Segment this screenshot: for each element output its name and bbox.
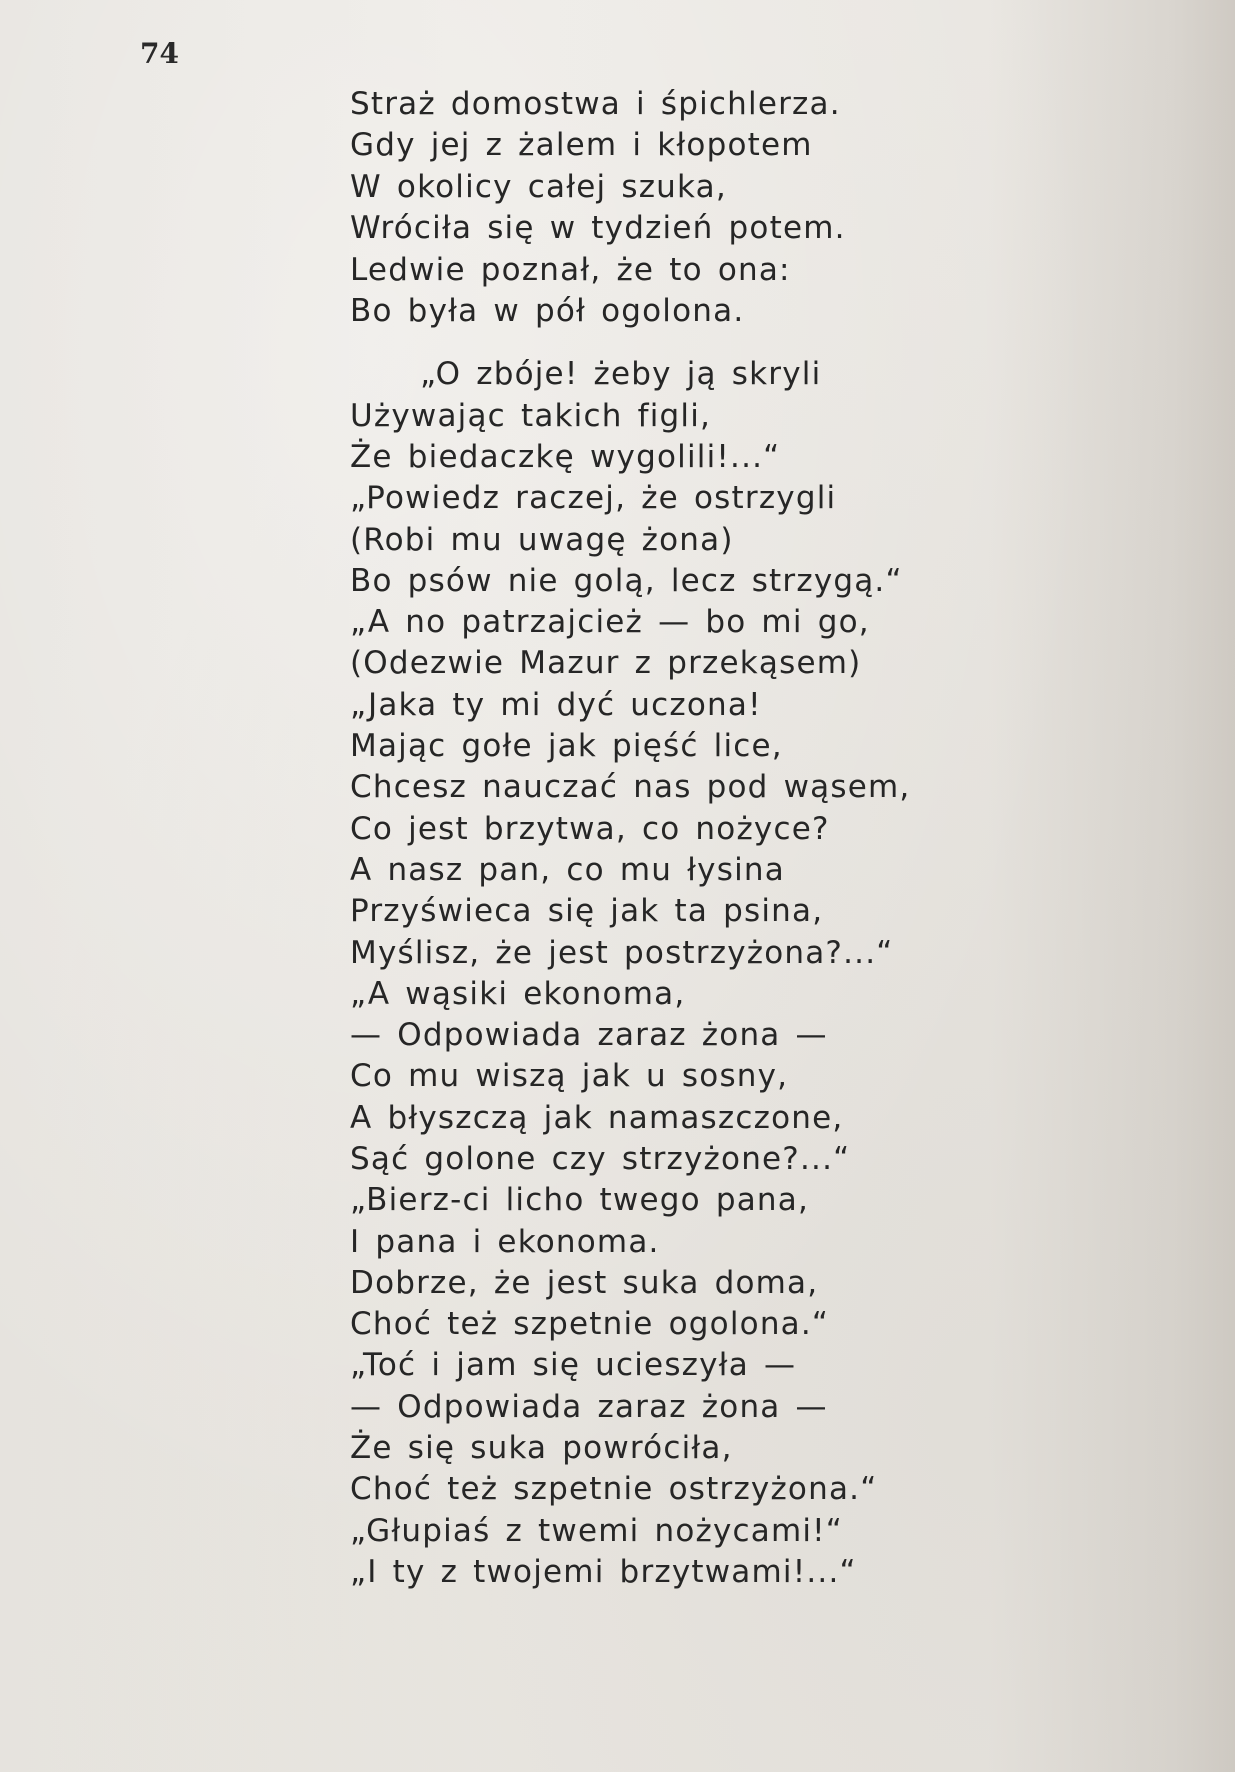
- poem-line: Choć też szpetnie ogolona.“: [350, 1306, 830, 1343]
- poem-line: Straż domostwa i śpichlerza.: [350, 86, 841, 122]
- poem-line: Używając takich figli,: [350, 397, 712, 434]
- poem-line: (Odezwie Mazur z przekąsem): [350, 645, 862, 682]
- poem-line: „A no patrzajcież — bo mi go,: [350, 604, 870, 641]
- poem-line: „Bierz-ci licho twego pana,: [350, 1182, 810, 1219]
- poem-line: A błyszczą jak namaszczone,: [350, 1099, 844, 1136]
- poem-line: Co mu wiszą jak u sosny,: [350, 1058, 789, 1095]
- poem: [350, 84, 1150, 1593]
- poem-line: „Głupiaś z twemi nożycami!“: [350, 1512, 844, 1549]
- stanza-2: [350, 354, 1150, 1593]
- poem-line: „O zbóje! żeby ją skryli: [420, 356, 822, 393]
- poem-line: Bo psów nie golą, lecz strzygą.“: [350, 562, 903, 599]
- poem-line: Dobrze, że jest suka doma,: [350, 1264, 819, 1301]
- poem-line: Co jest brzytwa, co nożyce?: [350, 810, 830, 847]
- poem-line: „I ty z twojemi brzytwami!...“: [350, 1553, 857, 1590]
- poem-line: Że biedaczkę wygolili!...“: [350, 438, 781, 475]
- poem-line: A nasz pan, co mu łysina: [350, 851, 785, 888]
- page-number: 74: [140, 37, 179, 70]
- poem-line: „Toć i jam się ucieszyła —: [350, 1347, 797, 1384]
- poem-line: Chcesz nauczać nas pod wąsem,: [350, 769, 911, 806]
- poem-line: (Robi mu uwagę żona): [350, 521, 734, 558]
- poem-line: Bo była w pół ogolona.: [350, 292, 745, 329]
- stanza-1: [350, 84, 1150, 332]
- poem-line: Ledwie poznał, że to ona:: [350, 251, 791, 288]
- poem-line: Mając gołe jak pięść lice,: [350, 728, 783, 765]
- poem-line: „A wąsiki ekonoma,: [350, 975, 686, 1012]
- poem-line: „Powiedz raczej, że ostrzygli: [350, 480, 837, 517]
- poem-line: Choć też szpetnie ostrzyżona.“: [350, 1471, 878, 1508]
- poem-line: W okolicy całej szuka,: [350, 168, 727, 205]
- poem-line: — Odpowiada zaraz żona —: [350, 1017, 828, 1054]
- poem-line: Przyświeca się jak ta psina,: [350, 893, 824, 930]
- poem-line: Gdy jej z żalem i kłopotem: [350, 127, 813, 164]
- poem-line: Wróciła się w tydzień potem.: [350, 210, 846, 247]
- poem-line: Sąć golone czy strzyżone?...“: [350, 1140, 851, 1177]
- poem-line: — Odpowiada zaraz żona —: [350, 1388, 828, 1425]
- poem-line: Myślisz, że jest postrzyżona?...“: [350, 934, 894, 971]
- poem-line: I pana i ekonoma.: [350, 1223, 660, 1260]
- poem-line: „Jaka ty mi dyć uczona!: [350, 686, 762, 723]
- poem-line: Że się suka powróciła,: [350, 1430, 733, 1467]
